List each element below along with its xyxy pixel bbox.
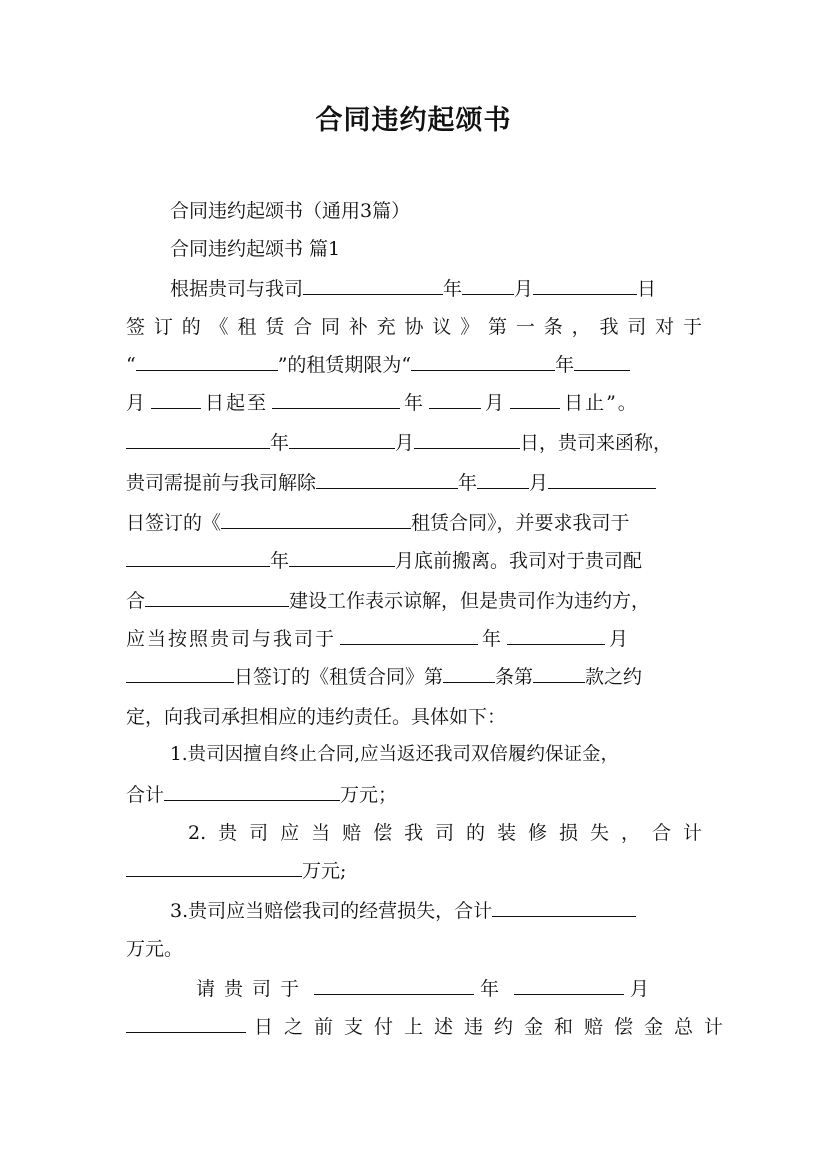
blank-underline (443, 664, 495, 683)
blank-underline (289, 430, 395, 449)
blank-underline (289, 548, 395, 567)
text: 请贵司于 (196, 978, 309, 1000)
text: 建设工作表示谅解，但是贵司作为违约方， (289, 590, 651, 612)
blank-underline (477, 470, 529, 489)
paragraph-line (126, 588, 702, 614)
paragraph-line: 定，向我司承担相应的违约责任。具体如下： (126, 706, 507, 728)
text: 月 (126, 392, 148, 414)
paragraph-line (126, 430, 702, 456)
paragraph-line (126, 664, 702, 690)
blank-underline (574, 352, 630, 371)
blank-underline (414, 430, 520, 449)
blank-underline (314, 976, 474, 995)
text: 年 (270, 550, 290, 572)
text: 贵司需提前与我司解除 (126, 472, 317, 494)
text: 月 (485, 392, 507, 414)
text: 合计 (126, 784, 165, 806)
paragraph-line: 1.贵司因擅自终止合同,应当返还我司双倍履约保证金， (170, 744, 620, 765)
blank-underline (340, 626, 478, 645)
paragraph-line (126, 510, 702, 536)
blank-underline (533, 276, 637, 295)
paragraph-line (170, 898, 702, 924)
text: 月 (609, 628, 631, 650)
text: 年 (458, 472, 478, 494)
paragraph-line: 万元。 (126, 938, 184, 960)
blank-underline (411, 352, 555, 371)
blank-underline (510, 390, 560, 409)
text: 月 (395, 432, 415, 454)
text: 月 (529, 472, 549, 494)
paragraph-line (170, 276, 702, 302)
text: 根据贵司与我司 (170, 278, 304, 300)
section-heading: 合同违约起颂书 篇1 (170, 238, 341, 260)
paragraph-line (126, 548, 702, 574)
blank-underline (164, 782, 340, 801)
blank-underline (136, 352, 278, 371)
text: 日签订的《 (126, 512, 222, 534)
text: ”的租赁期限为“ (277, 354, 412, 376)
paragraph-line (126, 1014, 735, 1040)
text: 日之前支付上述违约金和赔偿金总计 (254, 1016, 735, 1038)
text: 租赁合同》，并要求我司于 (411, 512, 630, 534)
text: 日起至 (205, 392, 269, 414)
text: 月 (514, 278, 534, 300)
blank-underline (126, 664, 234, 683)
paragraph-line (126, 390, 702, 416)
blank-underline (126, 1014, 246, 1033)
text: 月 (630, 978, 659, 1000)
blank-underline (126, 430, 270, 449)
blank-underline (126, 548, 270, 567)
text: 日签订的《租赁合同》第 (234, 666, 444, 688)
blank-underline (126, 858, 302, 877)
subtitle: 合同违约起颂书（通用3篇） (170, 200, 411, 222)
document-title: 合同违约起颂书 (315, 105, 512, 136)
blank-underline (429, 390, 481, 409)
text: 月底前搬离。我司对于贵司配 (395, 550, 643, 572)
blank-underline (303, 276, 443, 295)
blank-underline (533, 664, 585, 683)
paragraph-line (126, 782, 702, 808)
text: 年 (555, 354, 575, 376)
blank-underline (514, 976, 624, 995)
blank-underline (221, 510, 411, 529)
text: 万元； (340, 784, 398, 806)
text: “ (126, 354, 136, 376)
paragraph-line (126, 352, 702, 378)
paragraph-line: 签订的《租赁合同补充协议》第一条，我司对于 (126, 316, 702, 338)
blank-underline (492, 898, 636, 917)
text: 日止”。 (564, 392, 639, 414)
text: 年 (482, 628, 504, 650)
text: 应当按照贵司与我司于 (126, 628, 337, 650)
text: 日 (637, 278, 657, 300)
text: 年 (443, 278, 463, 300)
text: 日，贵司来函称， (520, 432, 673, 454)
blank-underline (151, 390, 201, 409)
paragraph-line (126, 626, 702, 652)
text: 年 (404, 392, 426, 414)
blank-underline (507, 626, 605, 645)
blank-underline (272, 390, 400, 409)
text: 款之约 (585, 666, 643, 688)
text: 条第 (495, 666, 534, 688)
blank-underline (145, 588, 289, 607)
blank-underline (462, 276, 514, 295)
paragraph-line (126, 470, 702, 496)
text: 年 (480, 978, 509, 1000)
blank-underline (316, 470, 458, 489)
text: 万元; (302, 860, 347, 882)
text: 年 (270, 432, 290, 454)
paragraph-line (196, 976, 702, 1002)
blank-underline (548, 470, 656, 489)
text: 合 (126, 590, 146, 612)
text: 3.贵司应当赔偿我司的经营损失，合计 (170, 900, 493, 922)
paragraph-line (126, 858, 702, 884)
paragraph-line: 2.贵司应当赔偿我司的装修损失，合计 (188, 822, 702, 844)
